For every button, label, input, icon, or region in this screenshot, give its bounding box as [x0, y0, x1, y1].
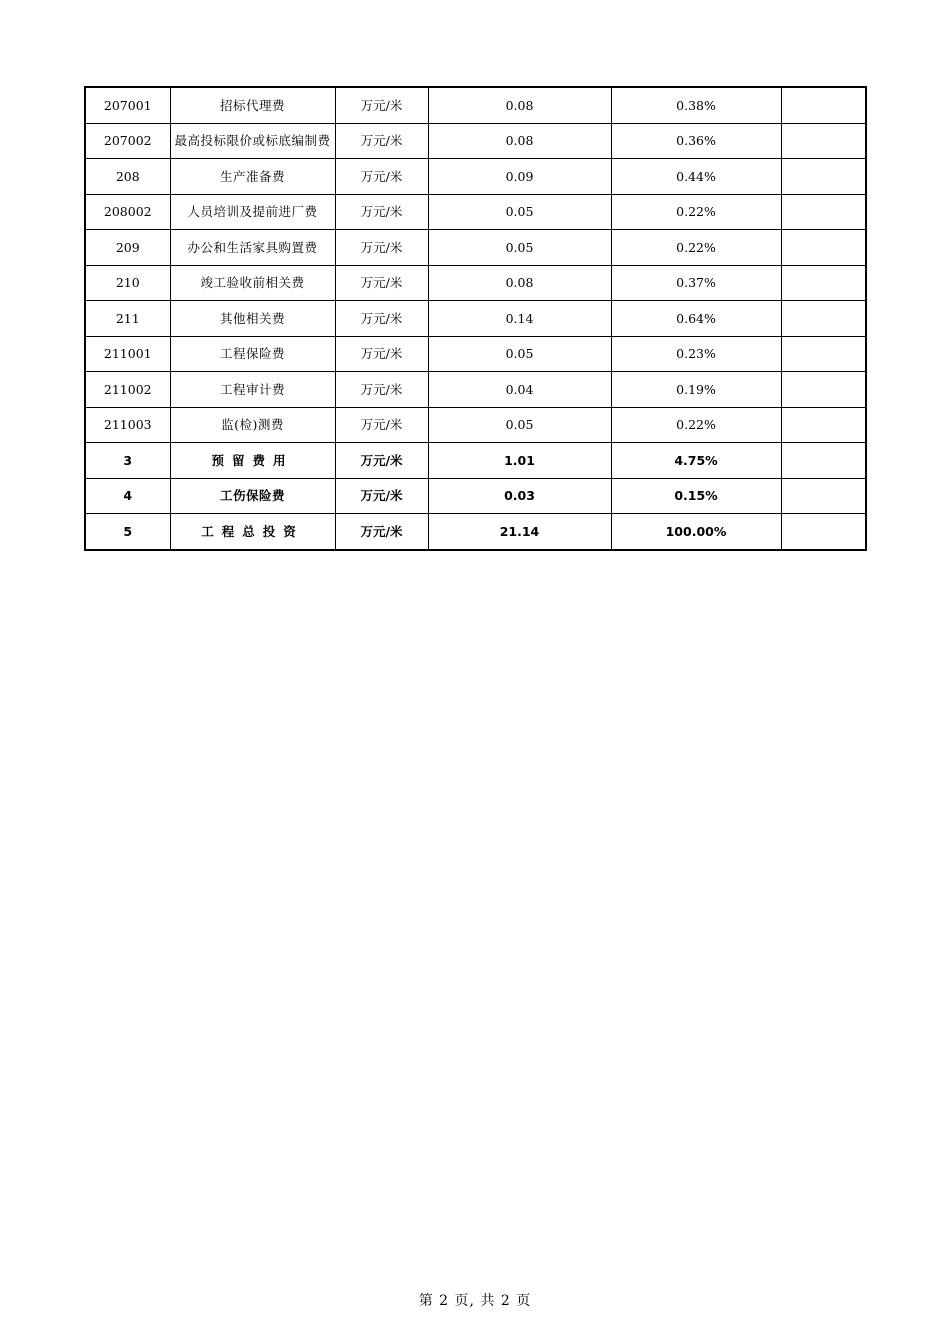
- cell-unit: 万元/米: [335, 301, 428, 337]
- cell-name: 竣工验收前相关费: [170, 265, 335, 301]
- cell-amount: 0.03: [428, 478, 611, 514]
- cell-name: 工伤保险费: [170, 478, 335, 514]
- cell-note: [781, 87, 866, 123]
- table-row: [85, 372, 866, 408]
- cell-note: [781, 336, 866, 372]
- cell-amount: 1.01: [428, 443, 611, 479]
- cell-name: 最高投标限价或标底编制费: [170, 123, 335, 159]
- cell-code: 4: [85, 478, 170, 514]
- cost-table: [84, 86, 867, 551]
- cell-code: 211: [85, 301, 170, 337]
- cell-name: 办公和生活家具购置费: [170, 230, 335, 266]
- cell-amount: 0.09: [428, 159, 611, 195]
- table-row: [85, 159, 866, 195]
- table-row: [85, 123, 866, 159]
- cell-note: [781, 514, 866, 550]
- cell-amount: 0.05: [428, 407, 611, 443]
- table-row: [85, 443, 866, 479]
- cell-note: [781, 372, 866, 408]
- table-body: [85, 87, 866, 550]
- cell-unit: 万元/米: [335, 159, 428, 195]
- table-row: [85, 336, 866, 372]
- cell-unit: 万元/米: [335, 265, 428, 301]
- cell-code: 208002: [85, 194, 170, 230]
- table-row: [85, 514, 866, 550]
- cell-percent: 0.37%: [611, 265, 781, 301]
- cell-code: 211003: [85, 407, 170, 443]
- cell-note: [781, 301, 866, 337]
- cell-unit: 万元/米: [335, 194, 428, 230]
- cell-name: 人员培训及提前进厂费: [170, 194, 335, 230]
- cell-code: 211002: [85, 372, 170, 408]
- table-row: [85, 194, 866, 230]
- cell-code: 211001: [85, 336, 170, 372]
- cell-note: [781, 265, 866, 301]
- table-row: [85, 87, 866, 123]
- cell-amount: 0.04: [428, 372, 611, 408]
- cell-percent: 100.00%: [611, 514, 781, 550]
- cell-name: 工程总投资: [170, 514, 335, 550]
- cell-code: 5: [85, 514, 170, 550]
- cell-percent: 0.64%: [611, 301, 781, 337]
- cell-code: 210: [85, 265, 170, 301]
- cell-code: 207002: [85, 123, 170, 159]
- cell-unit: 万元/米: [335, 478, 428, 514]
- cell-note: [781, 443, 866, 479]
- cell-percent: 0.44%: [611, 159, 781, 195]
- cell-percent: 0.22%: [611, 194, 781, 230]
- table-row: [85, 230, 866, 266]
- cell-name: 招标代理费: [170, 87, 335, 123]
- cell-note: [781, 159, 866, 195]
- page-footer: 第 2 页, 共 2 页: [418, 1293, 532, 1309]
- table-row: [85, 265, 866, 301]
- cell-name: 生产准备费: [170, 159, 335, 195]
- cell-code: 208: [85, 159, 170, 195]
- cell-amount: 0.08: [428, 87, 611, 123]
- cell-code: 209: [85, 230, 170, 266]
- cell-percent: 4.75%: [611, 443, 781, 479]
- cell-name: 其他相关费: [170, 301, 335, 337]
- cell-note: [781, 230, 866, 266]
- cell-unit: 万元/米: [335, 123, 428, 159]
- cell-note: [781, 194, 866, 230]
- table-row: [85, 478, 866, 514]
- cell-name: 工程审计费: [170, 372, 335, 408]
- cell-amount: 21.14: [428, 514, 611, 550]
- cell-note: [781, 123, 866, 159]
- cell-name: 监(检)测费: [170, 407, 335, 443]
- cell-unit: 万元/米: [335, 372, 428, 408]
- cell-amount: 0.08: [428, 265, 611, 301]
- cell-code: 3: [85, 443, 170, 479]
- cell-amount: 0.14: [428, 301, 611, 337]
- cell-percent: 0.38%: [611, 87, 781, 123]
- cell-amount: 0.05: [428, 336, 611, 372]
- cell-unit: 万元/米: [335, 336, 428, 372]
- cell-percent: 0.15%: [611, 478, 781, 514]
- cell-name: 预留费用: [170, 443, 335, 479]
- cell-note: [781, 407, 866, 443]
- cell-unit: 万元/米: [335, 87, 428, 123]
- cell-percent: 0.22%: [611, 407, 781, 443]
- cell-percent: 0.36%: [611, 123, 781, 159]
- cell-percent: 0.23%: [611, 336, 781, 372]
- cell-unit: 万元/米: [335, 443, 428, 479]
- cell-percent: 0.22%: [611, 230, 781, 266]
- cell-unit: 万元/米: [335, 514, 428, 550]
- table-row: [85, 407, 866, 443]
- cell-percent: 0.19%: [611, 372, 781, 408]
- cell-code: 207001: [85, 87, 170, 123]
- cell-unit: 万元/米: [335, 230, 428, 266]
- cell-note: [781, 478, 866, 514]
- cell-amount: 0.05: [428, 194, 611, 230]
- table-row: [85, 301, 866, 337]
- cell-amount: 0.08: [428, 123, 611, 159]
- cell-amount: 0.05: [428, 230, 611, 266]
- cell-name: 工程保险费: [170, 336, 335, 372]
- cell-unit: 万元/米: [335, 407, 428, 443]
